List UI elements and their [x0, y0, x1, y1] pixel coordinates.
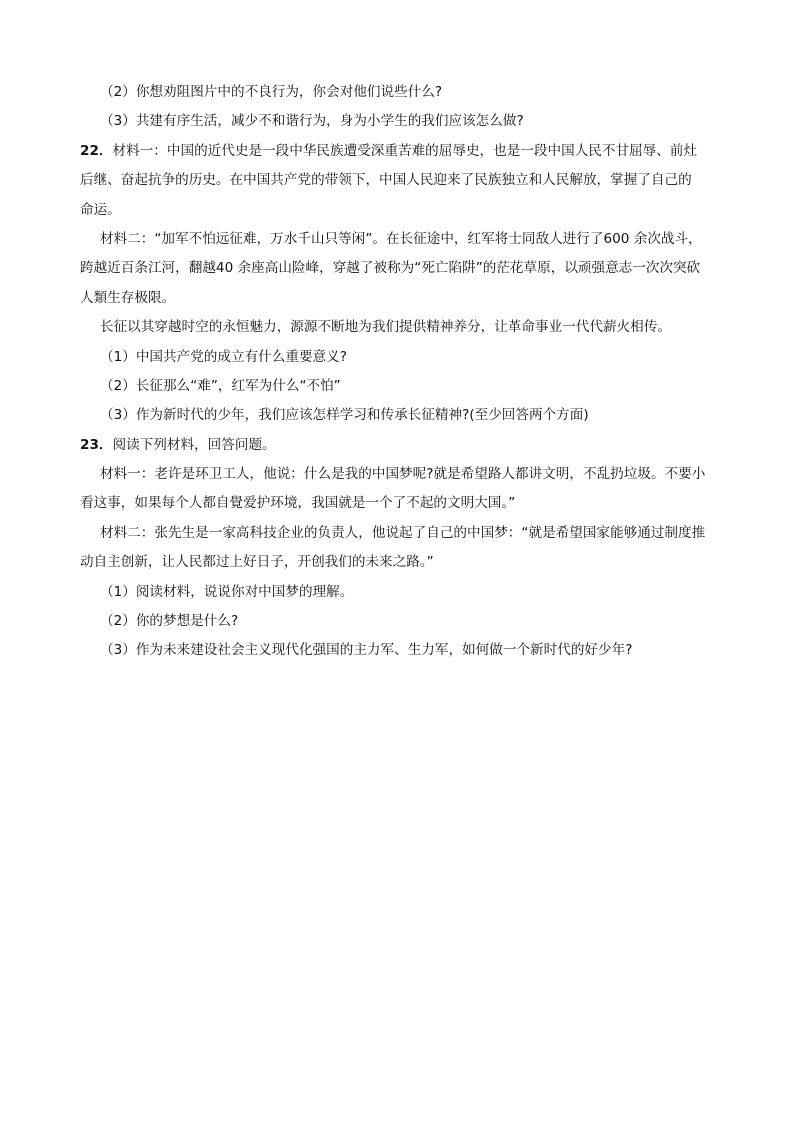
- document-content: [80, 78, 730, 666]
- q23-sub-question-2: （2）你的梦想是什么?: [100, 613, 239, 630]
- q23-intro: 阅读下列材料，回答问题。: [112, 436, 276, 453]
- q22-number: 22．: [80, 142, 113, 159]
- q23-material-1-line-1: 材料一：老许是环卫工人，他说：什么是我的中国梦呢?就是希望路人都讲文明，不乱扔垃圾。不要小: [100, 466, 706, 483]
- q22-material-2-line-2: 跨越近百条江河，翻越40 余座高山险峰，穿越了被称为“死亡陷阱”的茫花草原，以顽强意志一次次突砍: [80, 260, 701, 277]
- q22-material-2-line-1: 材料二：“加军不怕远征难，万水千山只等闲”。在长征途中，红军将士同敌人进行了600 余次战斗，: [100, 230, 702, 247]
- q23-material-2-line-1: 材料二：张先生是一家高科技企业的负责人，他说起了自己的中国梦：“就是希望国家能够通过制度推: [100, 524, 706, 541]
- q21-sub-question-2: （2）你想劝阻图片中的不良行为，你会对他们说些什么?: [100, 84, 443, 100]
- q22-sub-question-3: （3）作为新时代的少年，我们应该怎样学习和传承长征精神?(至少回答两个方面): [100, 407, 589, 424]
- q23-sub-question-3: （3）作为未来建设社会主义现代化强国的主力军、生力军，如何做一个新时代的好少年?: [100, 642, 633, 659]
- q22-paragraph-3: 长征以其穿越时空的永恒魅力，源源不断地为我们提供精神养分，让革命事业一代代薪火相传。: [100, 319, 671, 336]
- q23-number: 23．: [80, 436, 113, 453]
- q22-material-1-line-2: 后继、奋起抗争的历史。在中国共产党的带领下，中国人民迎来了民族独立和人民解放，掌握了自己的: [80, 172, 692, 189]
- q21-sub-question-3: （3）共建有序生活，减少不和谐行为，身为小学生的我们应该怎么做?: [100, 113, 524, 130]
- q22-material-1-line-3: 命运。: [80, 201, 121, 218]
- q22-sub-question-1: （1）中国共产党的成立有什么重要意义?: [100, 348, 347, 365]
- q22-material-1-text-1: 材料一：中国的近代史是一段中华民族遭受深重苦难的屈辱史，也是一段中国人民不甘屈辱、前灶: [112, 142, 698, 159]
- q23-material-1-line-2: 看这事，如果每个人都自覺爱护环境，我国就是一个了不起的文明大国。”: [80, 495, 516, 512]
- q22-sub-question-2: （2）长征那么“难”，红军为什么“不怕”: [100, 377, 341, 394]
- q22-material-1-line-1: [80, 137, 730, 166]
- q23-heading: [80, 431, 730, 460]
- q23-sub-question-1: （1）阅读材料，说说你对中国梦的理解。: [100, 583, 354, 600]
- q23-material-2-line-2: 动自主创新，让人民都过上好日子，开创我们的未来之路。”: [80, 554, 434, 571]
- q22-material-2-line-3: 人類生存极限。: [80, 289, 176, 306]
